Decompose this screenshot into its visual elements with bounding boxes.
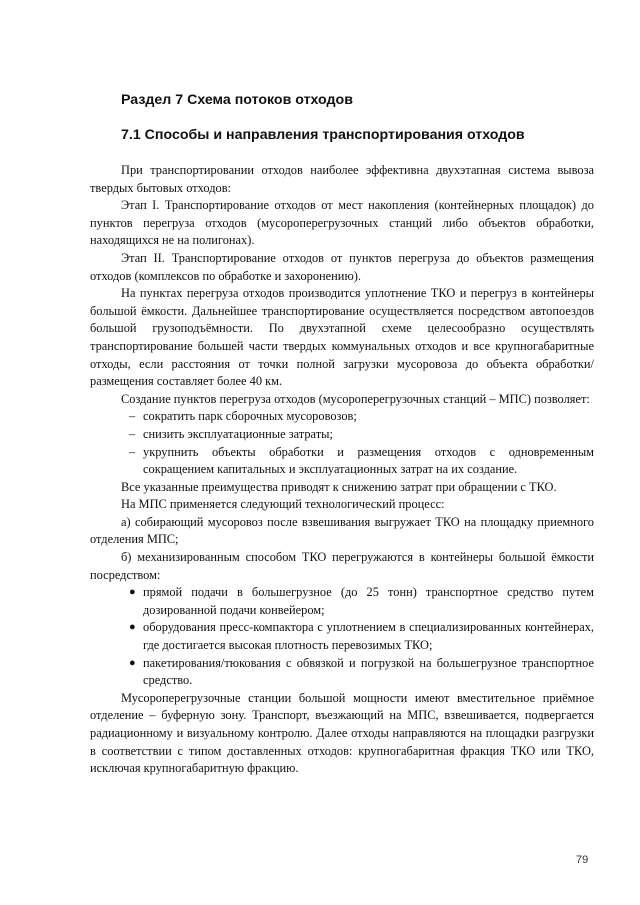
list-item [90,426,594,444]
list-item-text: снизить эксплуатационные затраты; [143,426,333,441]
bullet-icon: ● [129,586,136,599]
paragraph: На пунктах перегруза отходов производится уплотнение ТКО и перегруз в контейнеры большой ёмкости. Дальнейшее транспортирование осуществляется посредством автопоездов большой грузоподъёмности. По двухэтапной схеме целесообразно осуществлять транспортирование большей части твердых коммунальных отходов и все крупногабаритные отходы, если расстояния от точки полной загрузки мусоровоза до объекта обработки/размещения составляет более 40 км. [90,286,594,389]
list-item [90,584,594,619]
paragraph: При транспортировании отходов наиболее эффективна двухэтапная система вывоза твердых бытовых отходов: [90,163,594,195]
paragraph: Этап II. Транспортирование отходов от пунктов перегруза до объектов размещения отходов (комплексов по обработке и захоронению). [90,250,594,283]
list-item-text: оборудования пресс-компактора с уплотнением в специализированных контейнерах, где достигается высокая плотность перевозимых ТКО; [143,620,594,653]
paragraph: Создание пунктов перегруза отходов (мусороперегрузочных станций – МПС) позволяет: [121,391,590,406]
dash-list [90,408,594,478]
paragraph: а) собирающий мусоровоз после взвешивания выгружает ТКО на площадку приемного отделения МПС; [90,514,594,547]
section-title: Раздел 7 Схема потоков отходов [121,92,353,108]
bullet-icon: ● [129,656,136,669]
dash-marker: – [129,426,136,441]
list-item [90,408,594,426]
body-text [90,162,594,778]
page-number: 79 [576,854,589,866]
paragraph: На МПС применяется следующий технологический процесс: [121,497,445,512]
list-item-text: сократить парк сборочных мусоровозов; [143,409,357,424]
paragraph: Этап I. Транспортирование отходов от мест накопления (контейнерных площадок) до пунктов перегруза отходов (мусороперегрузочных станций либо объектов обработки, находящихся не на полигонах). [90,198,594,248]
list-item-text: прямой подачи в большегрузное (до 25 тонн) транспортное средство путем дозированной подачи конвейером; [143,585,594,617]
dash-marker: – [129,409,136,424]
subsection-title: 7.1 Способы и направления транспортирования отходов [121,127,525,143]
list-item-text: укрупнить объекты обработки и размещения отходов с одновременным сокращением капитальных и эксплуатационных затрат на их создание. [143,444,594,477]
paragraph: б) механизированным способом ТКО перегружаются в контейнеры большой ёмкости посредством: [90,550,594,582]
list-item [90,655,594,690]
bullet-icon: ● [129,621,136,634]
list-item [90,444,594,479]
list-item-text: пакетирования/тюкования с обвязкой и погрузкой на большегрузное транспортное средство. [143,655,594,688]
paragraph: Все указанные преимущества приводят к снижению затрат при обращении с ТКО. [121,479,557,494]
list-item [90,619,594,654]
dash-marker: – [129,444,136,459]
bullet-list [90,584,594,690]
paragraph: Мусороперегрузочные станции большой мощности имеют вместительное приёмное отделение – буферную зону. Транспорт, въезжающий на МПС, взвешивается, подвергается радиационному и визуальному контролю. Далее отходы направляются на площадки разгрузки в соответствии с типом доставленных отходов: крупногабаритная фракция ТКО или ТКО, исключая крупногабаритную фракцию. [90,690,594,776]
